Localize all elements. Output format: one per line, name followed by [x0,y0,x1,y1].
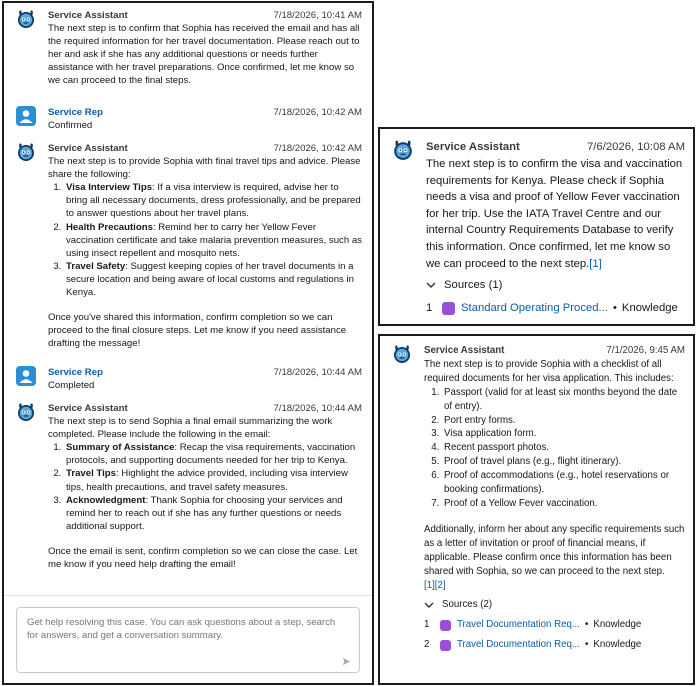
message-intro: The next step is to provide Sophia with a checklist of all required documents for her visa application. This includes: [424,358,674,384]
message-outro: Once you've shared this information, confirm completion so we can proceed to the final closure steps. Let me know if you need assistance drafting the message! [48,312,347,350]
separator-dot: • [584,639,589,651]
source-type: Knowledge [621,301,678,314]
list-item: 2. Travel Tips: Highlight the advice provided, including visa interview tips, health precautions, and travel safety measures. [64,467,362,493]
message-intro: The next step is to send Sophia a final email summarizing the work completed. Please include the following in the email: [48,416,333,441]
knowledge-article-icon [440,620,451,631]
list-item: 4. Recent passport photos. [442,441,685,455]
sender-name: Service Assistant [48,143,128,154]
knowledge-article-icon [440,640,451,651]
tips-list [48,181,362,299]
source-link[interactable]: Standard Operating Proced... [461,301,608,314]
source-link[interactable]: Travel Documentation Req... [457,639,580,651]
assistant-message [16,9,362,88]
message-time: 7/18/2026, 10:44 AM [273,367,362,378]
sender-name: Service Assistant [48,10,128,21]
send-icon[interactable] [342,657,351,666]
chevron-down-icon [426,282,436,289]
citation-link[interactable]: [1] [589,257,602,270]
sender-name: Service Assistant [424,345,505,356]
list-item: 2. Port entry forms. [442,414,685,428]
source-item: 1 Standard Operating Proced... • Knowledge [426,300,685,317]
source-item: 1 Travel Documentation Req... • Knowledge [424,619,642,631]
divider [4,595,372,596]
sources-toggle[interactable] [424,598,685,612]
user-avatar-icon [16,366,36,386]
composer-placeholder: Get help resolving this case. You can ask questions about a step, search for answers, and get a conversation summary. [27,617,336,641]
list-item: 3. Visa application form. [442,427,685,441]
sources-label: Sources (1) [444,279,503,292]
assistant-message [16,402,362,571]
source-link[interactable]: Travel Documentation Req... [457,619,580,631]
list-item: 3. Travel Safety: Suggest keeping copies of her travel documents in a secure location and being aware of local customs and regulations in Kenya. [64,260,362,299]
source-type: Knowledge [593,639,642,651]
robot-avatar-icon [392,344,412,364]
message-outro: Once the email is sent, confirm completion so we can close the case. Let me know if you need help drafting the email! [48,545,358,571]
message-text: The next step is to confirm the visa and vaccination requirements for Kenya. Please check if Sophia needs a visa and proof of Yellow Fever vaccination for her trip. Use the IATA Travel Centre and our internal Country Requirements Database to verify this information. Once confirmed, let me know so we can proceed to the next step. [426,158,683,270]
message-text: The next step is to confirm that Sophia has received the email and has all the required information for her travel documentation. Please reach out to her and ask if she has any additional questions or needs further assistance with her travel preparations. Once confirmed, let me know so we can proceed to the final steps. [48,23,360,87]
composer-input[interactable] [16,607,360,673]
robot-avatar-icon [16,9,36,29]
list-item: 5. Proof of travel plans (e.g., flight itinerary). [442,455,685,469]
message-time: 7/18/2026, 10:42 AM [273,107,362,118]
documents-list [424,386,685,511]
list-item: 3. Acknowledgment: Thank Sophia for choosing your services and remind her to reach out if she has any further questions or needs additional support. [64,494,362,533]
rep-message [16,366,362,392]
message-time: 7/18/2026, 10:42 AM [273,143,362,154]
message-time: 7/6/2026, 10:08 AM [587,141,685,153]
separator-dot: • [584,619,589,631]
list-item: 7. Proof of a Yellow Fever vaccination. [442,497,685,511]
conversation-panel [2,1,374,685]
sources-toggle[interactable] [426,277,685,294]
robot-avatar-icon [16,142,36,162]
list-item: 1. Summary of Assistance: Recap the visa requirements, vaccination protocols, and supporting documents needed for her trip to Kenya. [64,441,362,467]
chevron-down-icon [424,602,434,609]
assistant-message [16,142,362,350]
sender-name: Service Assistant [426,141,520,153]
message-time: 7/18/2026, 10:41 AM [273,10,362,21]
message-time: 7/18/2026, 10:44 AM [273,403,362,414]
source-type: Knowledge [593,619,642,631]
email-items-list [48,441,362,533]
sender-name[interactable]: Service Rep [48,367,103,378]
assistant-card-checklist [378,334,695,685]
source-item: 2 Travel Documentation Req... • Knowledge [424,639,642,651]
sources-label: Sources (2) [442,599,493,611]
sender-name: Service Assistant [48,403,128,414]
message-text: Completed [48,380,95,392]
message-intro: The next step is to provide Sophia with final travel tips and advice. Please share the following: [48,156,361,181]
list-item: 1. Visa Interview Tips: If a visa interview is required, advise her to bring all necessary documents, dress professionally, and be prepared to answer questions about her travel plans. [64,181,362,220]
message-time: 7/1/2026, 9:45 AM [606,345,685,356]
list-item: 6. Proof of accommodations (e.g., hotel reservations or booking confirmations). [442,469,685,497]
sender-name[interactable]: Service Rep [48,107,103,118]
robot-avatar-icon [392,139,414,161]
assistant-message [392,139,685,316]
citation-links[interactable]: [1][2] [424,579,446,591]
list-item: 1. Passport (valid for at least six months beyond the date of entry). [442,386,685,414]
user-avatar-icon [16,106,36,126]
message-outro: Additionally, inform her about any specific requirements such as a letter of invitation or proof of financial means, if applicable. Please confirm once this information has been shared with Sophia, so we can proceed to the next step. [424,523,685,577]
message-text: Confirmed [48,120,93,132]
rep-message [16,106,362,132]
knowledge-article-icon [442,302,455,315]
assistant-message [392,344,685,652]
separator-dot: • [612,301,617,314]
robot-avatar-icon [16,402,36,422]
list-item: 2. Health Precautions: Remind her to carry her Yellow Fever vaccination certificate and take malaria prevention measures, such as using insect repellent and mosquito nets. [64,221,362,260]
assistant-card-visa [378,127,695,326]
